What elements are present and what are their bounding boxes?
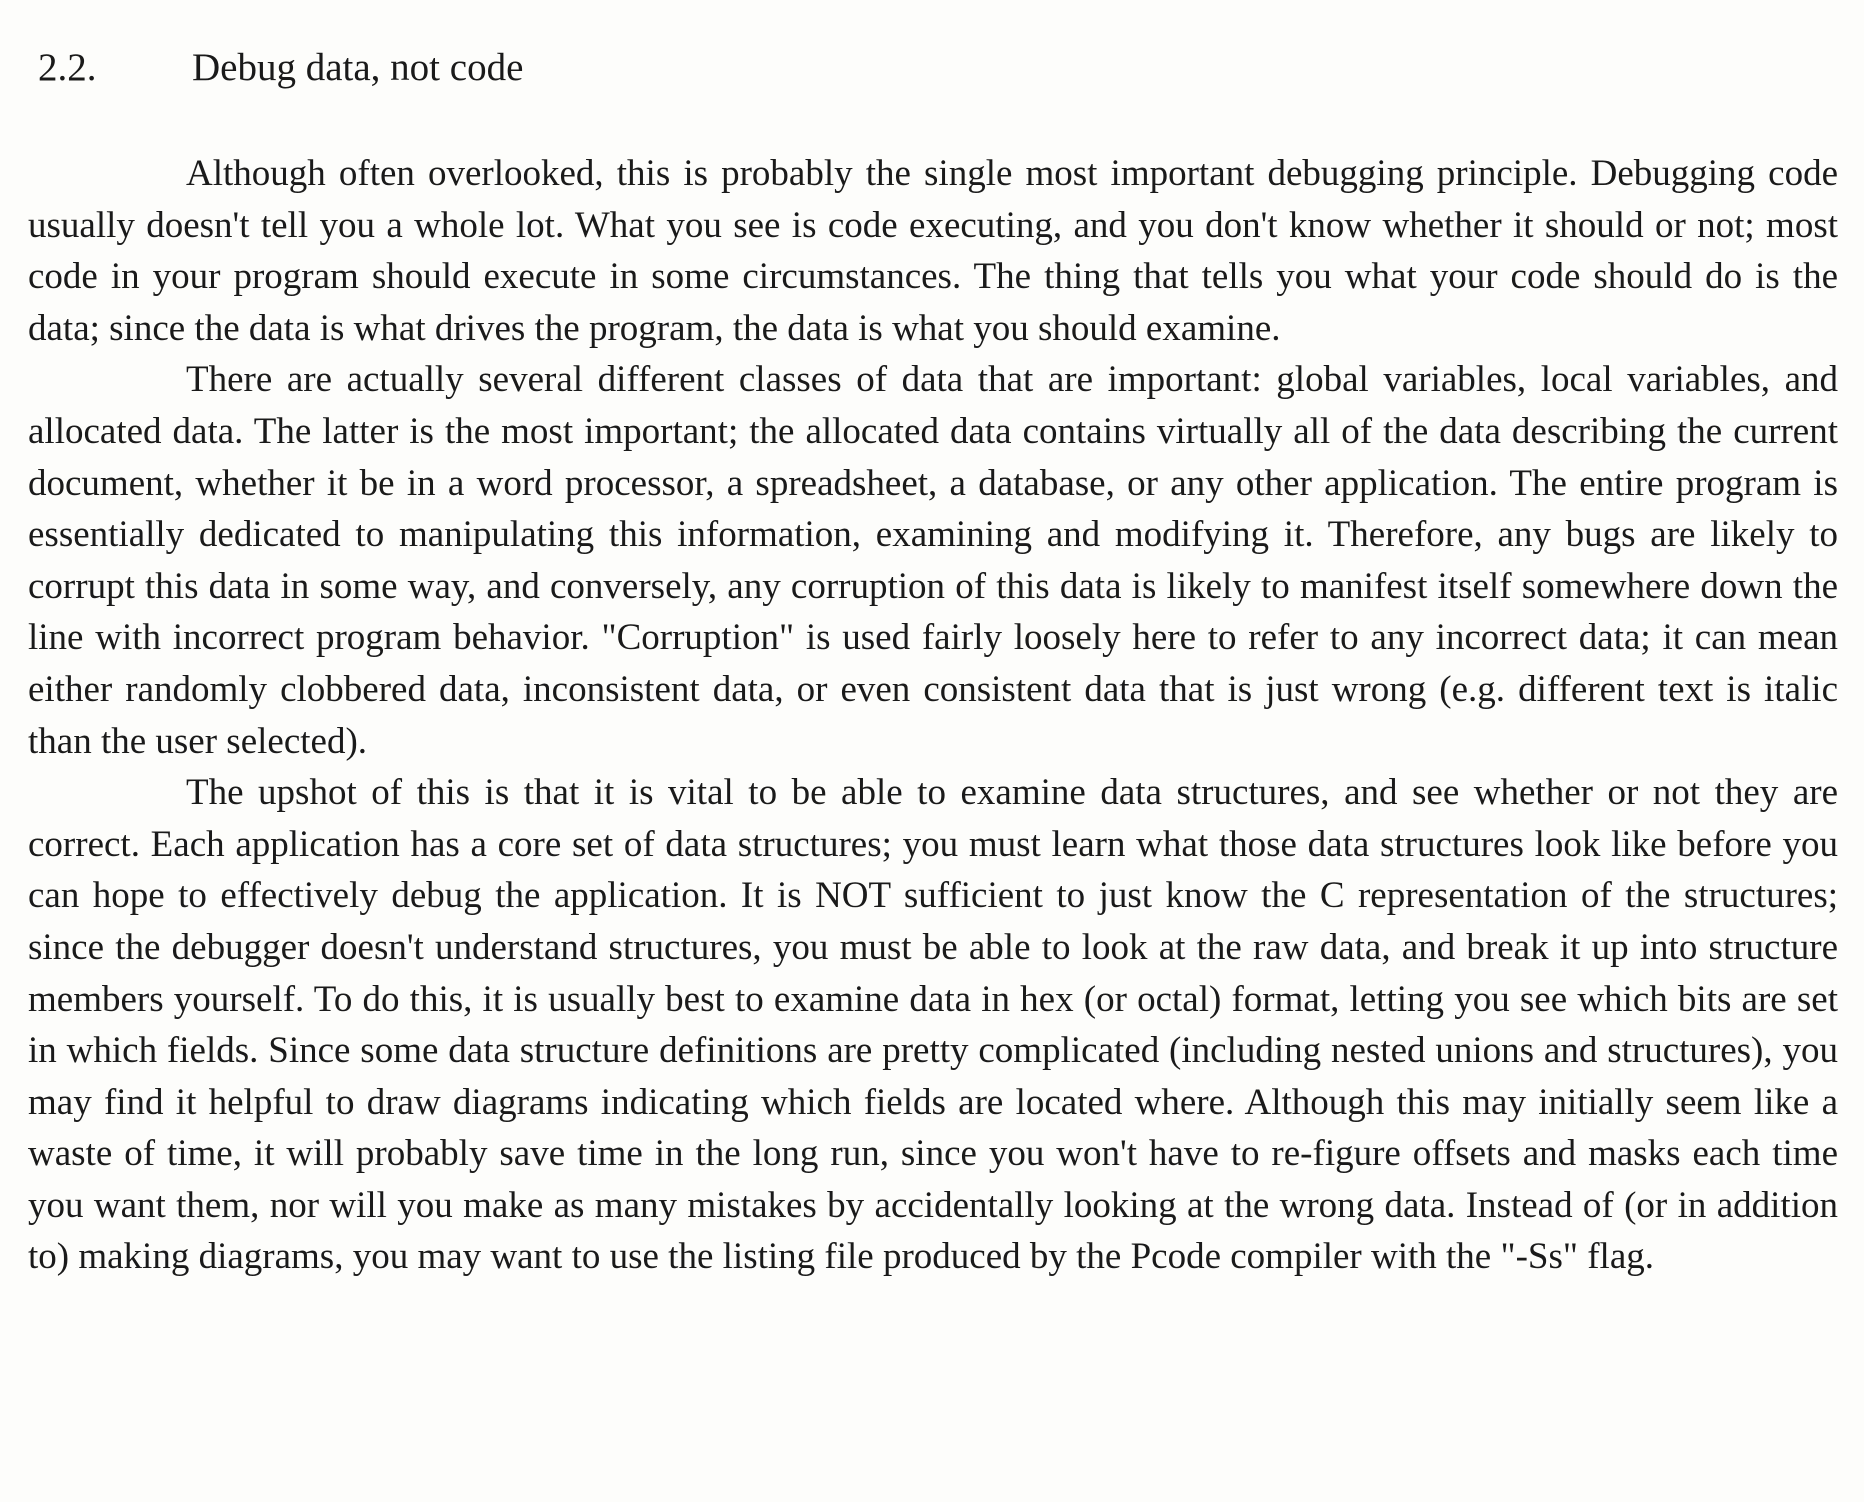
section-number: 2.2. [38, 46, 97, 89]
body-text [28, 148, 1838, 1283]
section-heading [38, 44, 523, 92]
section-title: Debug data, not code [192, 46, 524, 89]
paragraph-2: There are actually several different classes of data that are important: global variables, local variables, and allocated data. The latter is the most important; the allocated data contains virtually all of the data describing the current document, whether it be in a word processor, a spreadsheet, a database, or any other application. The entire program is essentially dedicated to manipulating this information, examining and modifying it. Therefore, any bugs are likely to corrupt this data in some way, and conversely, any corruption of this data is likely to manifest itself somewhere down the line with incorrect program behavior. "Corruption" is used fairly loosely here to refer to any incorrect data; it can mean either randomly clobbered data, inconsistent data, or even consistent data that is just wrong (e.g. different text is italic than the user selected). [28, 359, 1838, 762]
paragraph-3: The upshot of this is that it is vital to be able to examine data structures, and see whether or not they are correct. Each application has a core set of data structures; you must learn what those data structures look like before you can hope to effectively debug the application. It is NOT sufficient to just know the C representation of the structures; since the debugger doesn't understand structures, you must be able to look at the raw data, and break it up into structure members yourself. To do this, it is usually best to examine data in hex (or octal) format, letting you see which bits are set in which fields. Since some data structure definitions are pretty complicated (including nested unions and structures), you may find it helpful to draw diagrams indicating which fields are located where. Although this may initially seem like a waste of time, it will probably save time in the long run, since you won't have to re-figure offsets and masks each time you want them, nor will you make as many mistakes by accidentally looking at the wrong data. Instead of (or in addition to) making diagrams, you may want to use the listing file produced by the Pcode compiler with the "-Ss" flag. [28, 772, 1838, 1278]
paragraph-1: Although often overlooked, this is probably the single most important debugging principle. Debugging code usually doesn't tell you a whole lot. What you see is code executing, and you don't know whether it should or not; most code in your program should execute in some circumstances. The thing that tells you what your code should do is the data; since the data is what drives the program, the data is what you should examine. [28, 153, 1838, 349]
